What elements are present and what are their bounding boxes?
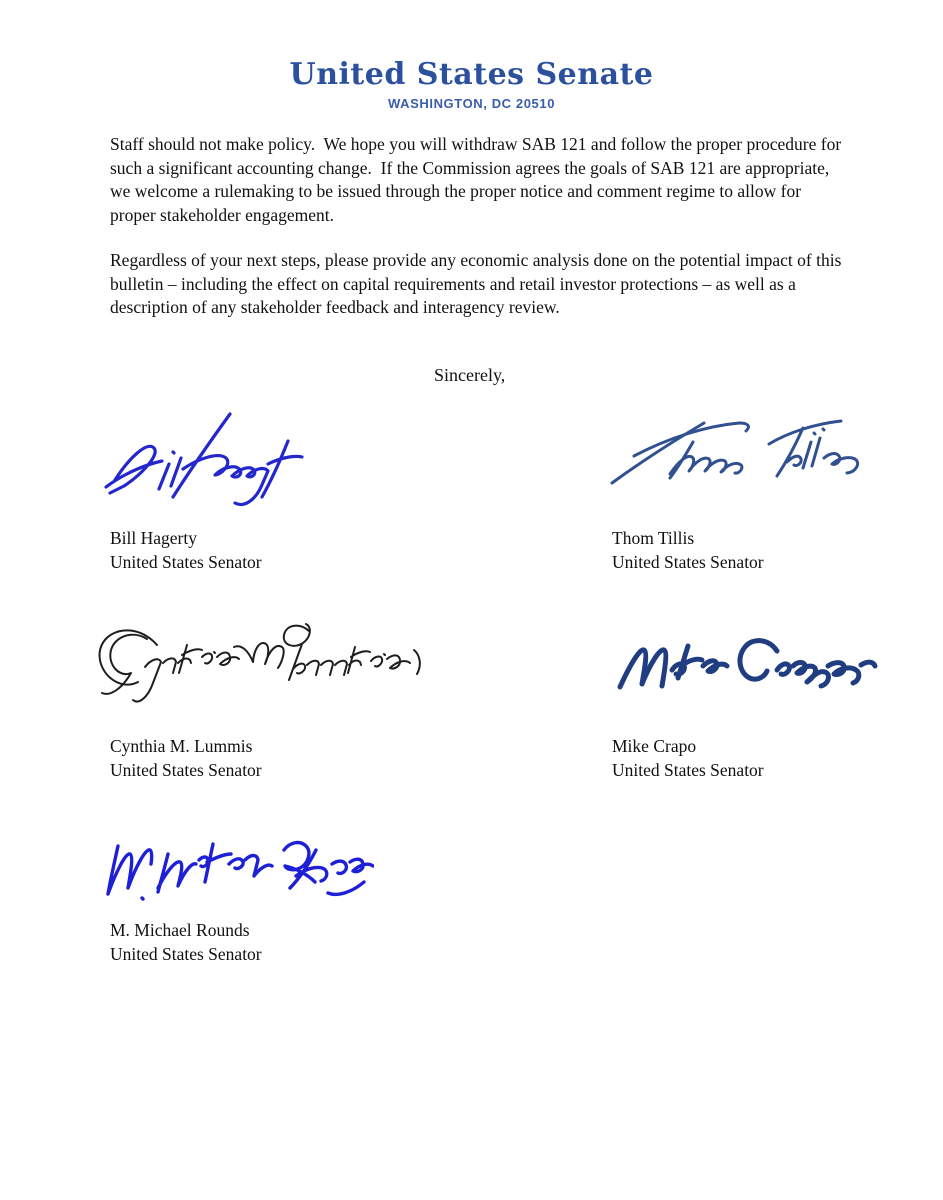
signer-block-crapo xyxy=(612,734,764,782)
signer-name: Bill Hagerty xyxy=(110,528,197,548)
signer-block-tillis xyxy=(612,526,764,574)
signature-ink xyxy=(100,624,420,701)
signer-block-hagerty xyxy=(110,526,262,574)
signer-name: Thom Tillis xyxy=(612,528,695,548)
signer-name: Mike Crapo xyxy=(612,736,697,756)
signer-title: United States Senator xyxy=(612,760,764,780)
signature-ink xyxy=(612,421,858,483)
signer-title: United States Senator xyxy=(110,552,262,572)
closing-salutation: Sincerely, xyxy=(434,365,506,385)
body-paragraph-2: Regardless of your next steps, please provide any economic analysis done on the potential impact of this bulletin – including the effect on capital requirements and retail investor protections – as well as a description of any stakeholder feedback and interagency review. xyxy=(110,250,846,318)
letterhead-title: United States Senate xyxy=(289,57,654,92)
mike-crapo-signature xyxy=(607,627,883,699)
signature-ink xyxy=(106,414,302,505)
signer-title: United States Senator xyxy=(110,944,262,964)
signer-block-lummis xyxy=(110,734,262,782)
signer-block-rounds xyxy=(110,918,262,966)
signer-name: M. Michael Rounds xyxy=(110,920,250,940)
body-paragraph-1: Staff should not make policy. We hope you will withdraw SAB 121 and follow the proper procedure for such a significant accounting change. If the Commission agrees the goals of SAB 121 are appropriate, we welcome a rulemaking to be issued through the proper notice and comment regime to allow for proper stakeholder engagement. xyxy=(110,134,846,225)
cynthia-lummis-signature xyxy=(93,617,423,711)
signer-name: Cynthia M. Lummis xyxy=(110,736,253,756)
signer-title: United States Senator xyxy=(612,552,764,572)
thom-tillis-signature xyxy=(606,417,868,487)
bill-hagerty-signature xyxy=(103,410,328,516)
letterhead-address: WASHINGTON, DC 20510 xyxy=(387,96,556,111)
signature-ink xyxy=(620,641,875,687)
signature-ink xyxy=(108,843,373,899)
signer-title: United States Senator xyxy=(110,760,262,780)
letterhead xyxy=(0,58,943,111)
michael-rounds-signature xyxy=(102,822,374,906)
